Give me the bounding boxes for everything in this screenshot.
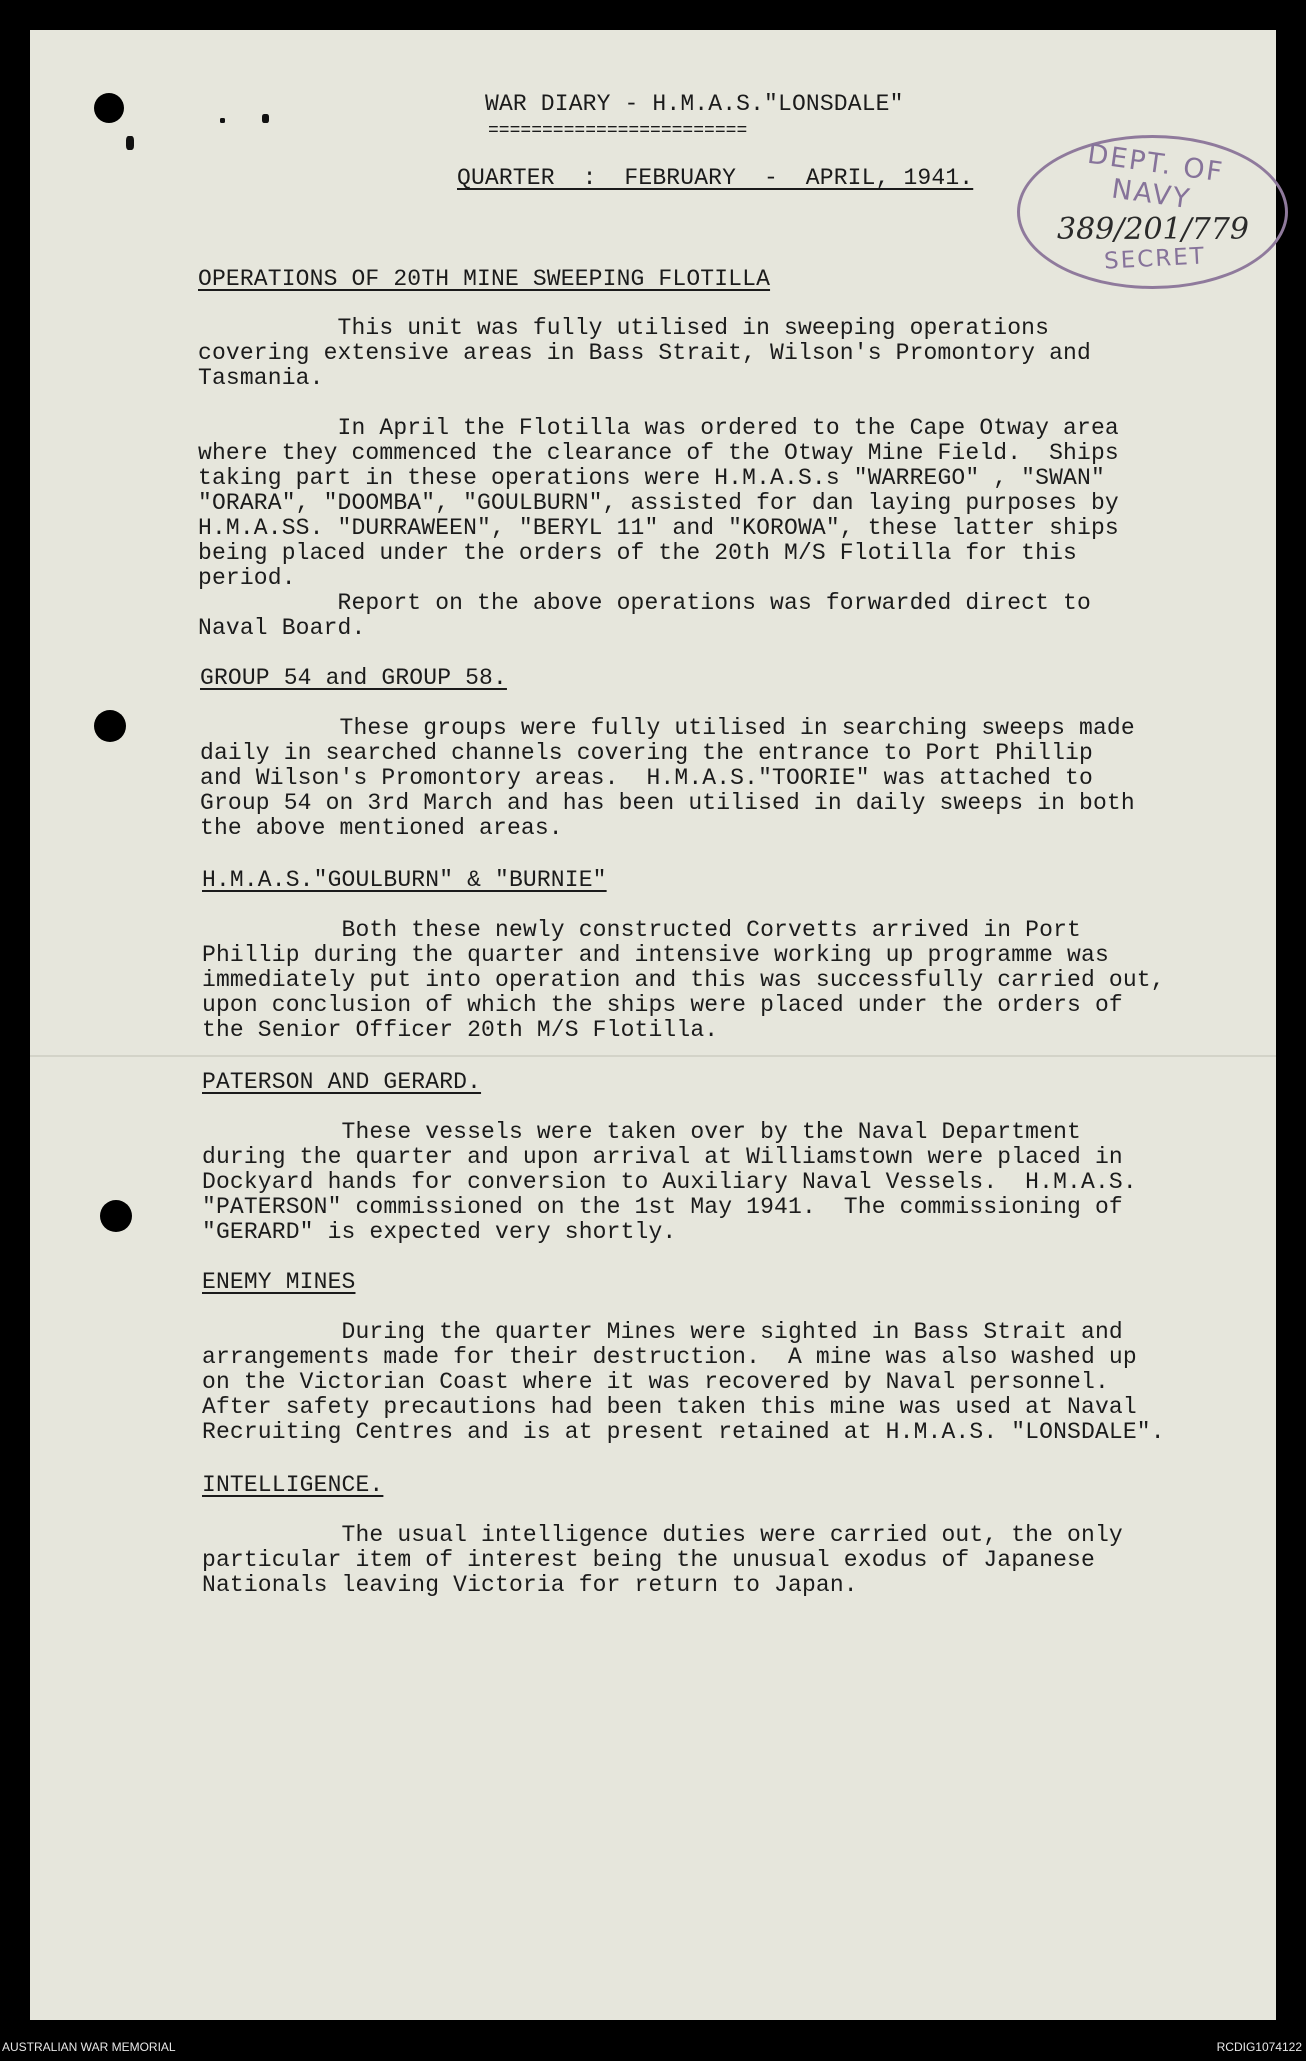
section-heading-enemy-mines: ENEMY MINES — [202, 1269, 356, 1295]
section-line: H.M.A.SS. "DURRAWEEN", "BERYL 11" and "KOROWA", these latter ships — [198, 515, 1119, 541]
section-line: the above mentioned areas. — [200, 815, 563, 841]
section-line: being placed under the orders of the 20th M/S Flotilla for this — [198, 540, 1077, 566]
section-heading-paterson: PATERSON AND GERARD. — [202, 1069, 482, 1095]
section-line: Dockyard hands for conversion to Auxiliary Naval Vessels. H.M.A.S. — [202, 1169, 1137, 1195]
stamp-top-text: DEPT. OF NAVY — [1085, 138, 1226, 216]
section-heading-intelligence: INTELLIGENCE. — [202, 1472, 384, 1498]
quarter-line: QUARTER : FEBRUARY - APRIL, 1941. — [457, 165, 974, 191]
section-line: "ORARA", "DOOMBA", "GOULBURN", assisted for dan laying purposes by — [198, 490, 1119, 516]
section-line: Naval Board. — [198, 615, 366, 641]
section-line: upon conclusion of which the ships were placed under the orders of — [202, 992, 1123, 1018]
section-heading-operations: OPERATIONS OF 20TH MINE SWEEPING FLOTILLA — [198, 266, 771, 292]
section-line: taking part in these operations were H.M.A.S.s "WARREGO" , "SWAN" — [198, 465, 1105, 491]
punch-hole-top — [94, 93, 124, 123]
document-page — [30, 30, 1276, 2020]
punch-hole-middle — [94, 710, 126, 742]
section-heading-corvettes: H.M.A.S."GOULBURN" & "BURNIE" — [202, 867, 607, 893]
title-rule: ======================== — [488, 121, 748, 141]
section-line: covering extensive areas in Bass Strait, Wilson's Promontory and — [198, 340, 1091, 366]
ink-mark — [262, 114, 269, 123]
section-line: "GERARD" is expected very shortly. — [202, 1219, 677, 1245]
section-line: immediately put into operation and this was successfully carried out, — [202, 967, 1165, 993]
fold-crease — [30, 1055, 1276, 1057]
section-line: period. — [198, 565, 296, 591]
footer-right: RCDIG1074122 — [1216, 2040, 1302, 2054]
section-line: Both these newly constructed Corvetts arrived in Port — [202, 917, 1081, 943]
section-line: These groups were fully utilised in searching sweeps made — [200, 715, 1135, 741]
punch-hole-bottom — [100, 1200, 132, 1232]
section-line: These vessels were taken over by the Naval Department — [202, 1119, 1081, 1145]
section-line: during the quarter and upon arrival at Williamstown were placed in — [202, 1144, 1123, 1170]
section-line: In April the Flotilla was ordered to the Cape Otway area — [198, 415, 1119, 441]
section-line: particular item of interest being the unusual exodus of Japanese — [202, 1547, 1095, 1573]
section-line: Report on the above operations was forwarded direct to — [198, 590, 1091, 616]
section-line: The usual intelligence duties were carried out, the only — [202, 1522, 1123, 1548]
section-line: and Wilson's Promontory areas. H.M.A.S."TOORIE" was attached to — [200, 765, 1093, 791]
document-title: WAR DIARY - H.M.A.S."LONSDALE" — [485, 91, 904, 117]
section-line: This unit was fully utilised in sweeping operations — [198, 315, 1050, 341]
stamp-bottom-text: SECRET — [1103, 243, 1207, 275]
section-line: Group 54 on 3rd March and has been utilised in daily sweeps in both — [200, 790, 1135, 816]
handwritten-file-number: 389/201/779 — [1057, 212, 1249, 247]
section-line: on the Victorian Coast where it was recovered by Naval personnel. — [202, 1369, 1109, 1395]
section-line: where they commenced the clearance of the Otway Mine Field. Ships — [198, 440, 1119, 466]
section-heading-groups: GROUP 54 and GROUP 58. — [200, 665, 507, 691]
section-line: "PATERSON" commissioned on the 1st May 1941. The commissioning of — [202, 1194, 1123, 1220]
section-line: After safety precautions had been taken this mine was used at Naval — [202, 1394, 1137, 1420]
ink-mark — [126, 136, 134, 150]
footer-left: AUSTRALIAN WAR MEMORIAL — [2, 2040, 176, 2054]
section-line: Recruiting Centres and is at present retained at H.M.A.S. "LONSDALE". — [202, 1419, 1165, 1445]
section-line: daily in searched channels covering the entrance to Port Phillip — [200, 740, 1093, 766]
section-line: During the quarter Mines were sighted in Bass Strait and — [202, 1319, 1123, 1345]
section-line: arrangements made for their destruction. A mine was also washed up — [202, 1344, 1137, 1370]
section-line: the Senior Officer 20th M/S Flotilla. — [202, 1017, 719, 1043]
ink-mark — [220, 118, 225, 123]
section-line: Tasmania. — [198, 365, 324, 391]
section-line: Nationals leaving Victoria for return to Japan. — [202, 1572, 858, 1598]
section-line: Phillip during the quarter and intensive working up programme was — [202, 942, 1109, 968]
